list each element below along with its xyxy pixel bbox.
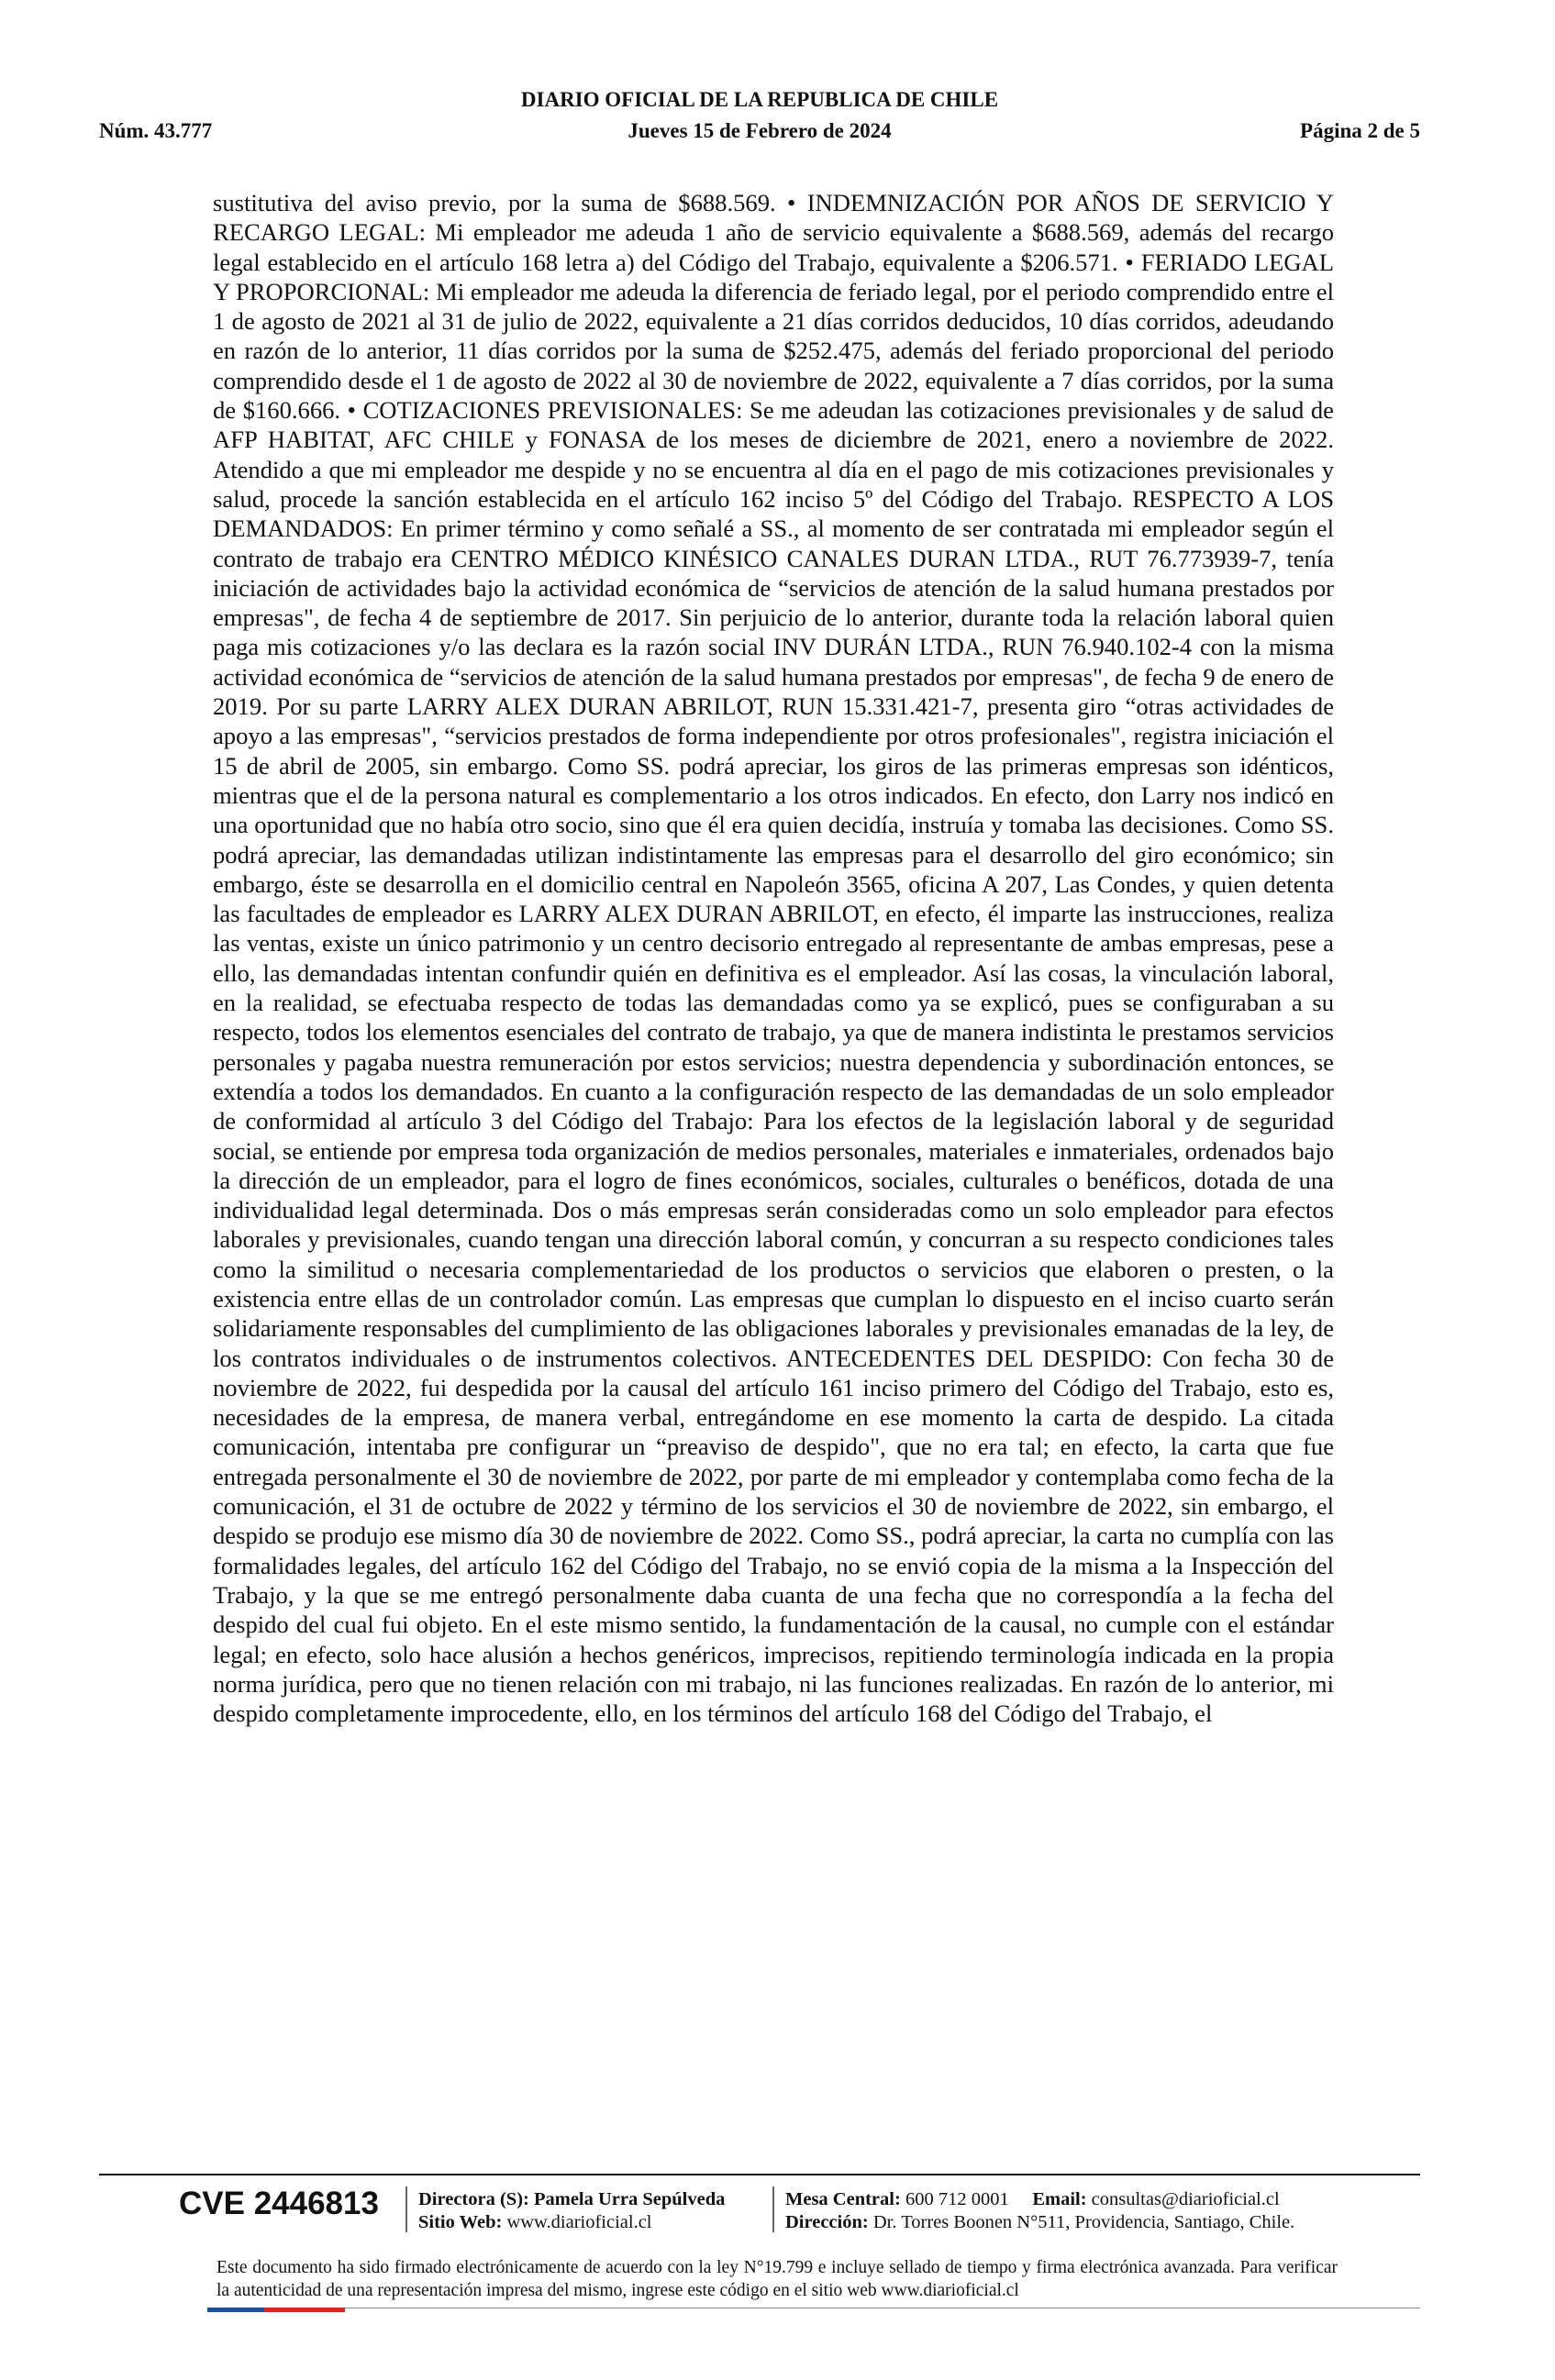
phone-value: 600 712 0001: [905, 2189, 1009, 2209]
website-link[interactable]: www.diarioficial.cl: [506, 2212, 652, 2232]
publication-title: DIARIO OFICIAL DE LA REPUBLICA DE CHILE: [520, 88, 999, 111]
footer-separator: [405, 2186, 407, 2232]
address-value: Dr. Torres Boonen N°511, Providencia, Santiago, Chile.: [872, 2212, 1295, 2232]
phone-label: Mesa Central:: [785, 2189, 901, 2209]
footer-divider: [99, 2174, 1420, 2175]
issue-date: Jueves 15 de Febrero de 2024: [628, 119, 892, 142]
email-link[interactable]: consultas@diarioficial.cl: [1091, 2189, 1280, 2209]
director-name: Pamela Urra Sepúlveda: [533, 2189, 726, 2209]
cve-code: CVE 2446813: [179, 2186, 379, 2221]
footer-separator: [772, 2186, 774, 2232]
document-body: sustitutiva del aviso previo, por la suma de $688.569. • INDEMNIZACIÓN POR AÑOS DE SERVICIO Y RECARGO LEGAL: Mi empleador me adeuda 1 año de servicio equivalente a $688.569, además del recargo legal establecido en el artículo 168 letra a) del Código del Trabajo, equivalente a $206.571. • FERIADO LEGAL Y PROPORCIONAL: Mi empleador me adeuda la diferencia de feriado legal, por el periodo comprendido entre el 1 de agosto de 2021 al 31 de julio de 2022, equivalente a 21 días corridos deducidos, 10 días corridos, adeudando en razón de lo anterior, 11 días corridos por la suma de $252.475, además del feriado proporcional del periodo comprendido desde el 1 de agosto de 2022 al 30 de noviembre de 2022, equivalente a 7 días corridos, por la suma de $160.666. • COTIZACIONES PREVISIONALES: Se me adeudan las cotizaciones previsionales y de salud de AFP HABITAT, AFC CHILE y FONASA de los meses de diciembre de 2021, enero a noviembre de 2022. Atendido a que mi empleador me despide y no se encuentra al día en el pago de mis cotizaciones previsionales y salud, procede la sanción establecida en el artículo 162 inciso 5º del Código del Trabajo. RESPECTO A LOS DEMANDADOS: En primer término y como señalé a SS., al momento de ser contratada mi empleador según el contrato de trabajo era CENTRO MÉDICO KINÉSICO CANALES DURAN LTDA., RUT 76.773939-7, tenía iniciación de actividades bajo la actividad económica de “servicios de atención de la salud humana prestados por empresas", de fecha 4 de septiembre de 2017. Sin perjuicio de lo anterior, durante toda la relación laboral quien paga mis cotizaciones y/o las declara es la razón social INV DURÁN LTDA., RUN 76.940.102-4 con la misma actividad económica de “servicios de atención de la salud humana prestados por empresas", de fecha 9 de enero de 2019. Por su parte LARRY ALEX DURAN ABRILOT, RUN 15.331.421-7, presenta giro “otras actividades de apoyo a las empresas", “servicios prestados de forma independiente por otros profesionales", registra iniciación el 15 de abril de 2005, sin embargo. Como SS. podrá apreciar, los giros de las primeras empresas son idénticos, mientras que el de la persona natural es complementario a los otros indicados. En efecto, don Larry nos indicó en una oportunidad que no había otro socio, sino que él era quien decidía, instruía y tomaba las decisiones. Como SS. podrá apreciar, las demandadas utilizan indistintamente las empresas para el desarrollo del giro económico; sin embargo, éste se desarrolla en el domicilio central en Napoleón 3565, oficina A 207, Las Condes, y quien detenta las facultades de empleador es LARRY ALEX DURAN ABRILOT, en efecto, él imparte las instrucciones, realiza las ventas, existe un único patrimonio y un centro decisorio entregado al representante de ambas empresas, pese a ello, las demandadas intentan confundir quién en definitiva es el empleador. Así las cosas, la vinculación laboral, en la realidad, se efectuaba respecto de todas las demandadas como ya se explicó, pues se configuraban a su respecto, todos los elementos esenciales del contrato de trabajo, ya que de manera indistinta le prestamos servicios personales y pagaba nuestra remuneración por estos servicios; nuestra dependencia y subordinación entonces, se extendía a todos los demandados. En cuanto a la configuración respecto de las demandadas de un solo empleador de conformidad al artículo 3 del Código del Trabajo: Para los efectos de la legislación laboral y de seguridad social, se entiende por empresa toda organización de medios personales, materiales e inmateriales, ordenados bajo la dirección de un empleador, para el logro de fines económicos, sociales, culturales o benéficos, dotada de una individualidad legal determinada. Dos o más empresas serán consideradas como un solo empleador para efectos laborales y previsionales, cuando tengan una dirección laboral común, y concurran a su respecto condiciones tales como la similitud o necesaria complementariedad de los productos o servicios que elaboren o presten, o la existencia entre ellas de un controlador común. Las empresas que cumplan lo dispuesto en el inciso cuarto serán solidariamente responsables del cumplimiento de las obligaciones laborales y previsionales emanadas de la ley, de los contratos individuales o de instrumentos colectivos. ANTECEDENTES DEL DESPIDO: Con fecha 30 de noviembre de 2022, fui despedida por la causal del artículo 161 inciso primero del Código del Trabajo, esto es, necesidades de la empresa, de manera verbal, entregándome en ese momento la carta de despido. La citada comunicación, intentaba pre configurar un “preaviso de despido", que no era tal; en efecto, la carta que fue entregada personalmente el 30 de noviembre de 2022, por parte de mi empleador y contemplaba como fecha de la comunicación, el 31 de octubre de 2022 y término de los servicios el 30 de noviembre de 2022, sin embargo, el despido se produjo ese mismo día 30 de noviembre de 2022. Como SS., podrá apreciar, la carta no cumplía con las formalidades legales, del artículo 162 del Código del Trabajo, no se envió copia de la misma a la Inspección del Trabajo, y la que se me entregó personalmente daba cuanta de una fecha que no correspondía a la fecha del despido del cual fui objeto. En el este mismo sentido, la fundamentación de la causal, no cumple con el estándar legal; en efecto, solo hace alusión a hechos genéricos, imprecisos, repitiendo terminología indicada en la propia norma jurídica, pero que no tienen relación con mi trabajo, ni las funciones realizadas. En razón de lo anterior, mi despido completamente improcedente, ello, en los términos del artículo 168 del Código del Trabajo, el: [213, 189, 1334, 1728]
flag-stripe-blue: [207, 2308, 264, 2312]
address-label: Dirección:: [785, 2212, 869, 2232]
page-header: [99, 88, 1420, 152]
issue-number: Núm. 43.777: [99, 119, 213, 142]
website-label: Sitio Web:: [418, 2212, 503, 2232]
footer-contact-block: [785, 2188, 1294, 2234]
flag-stripe-red: [264, 2308, 345, 2312]
director-label: Directora (S):: [418, 2189, 529, 2209]
signature-notice: Este documento ha sido firmado electrónicamente de acuerdo con la ley N°19.799 e incluye sellado de tiempo y firma electrónica avanzada. Para verificar la autenticidad de una representación impresa del mismo, ingrese este código en el sitio web www.diarioficial.cl: [217, 2258, 1338, 2300]
email-label: Email:: [1032, 2189, 1087, 2209]
page-number: Página 2 de 5: [1300, 119, 1420, 142]
footer-director-block: [418, 2188, 725, 2234]
